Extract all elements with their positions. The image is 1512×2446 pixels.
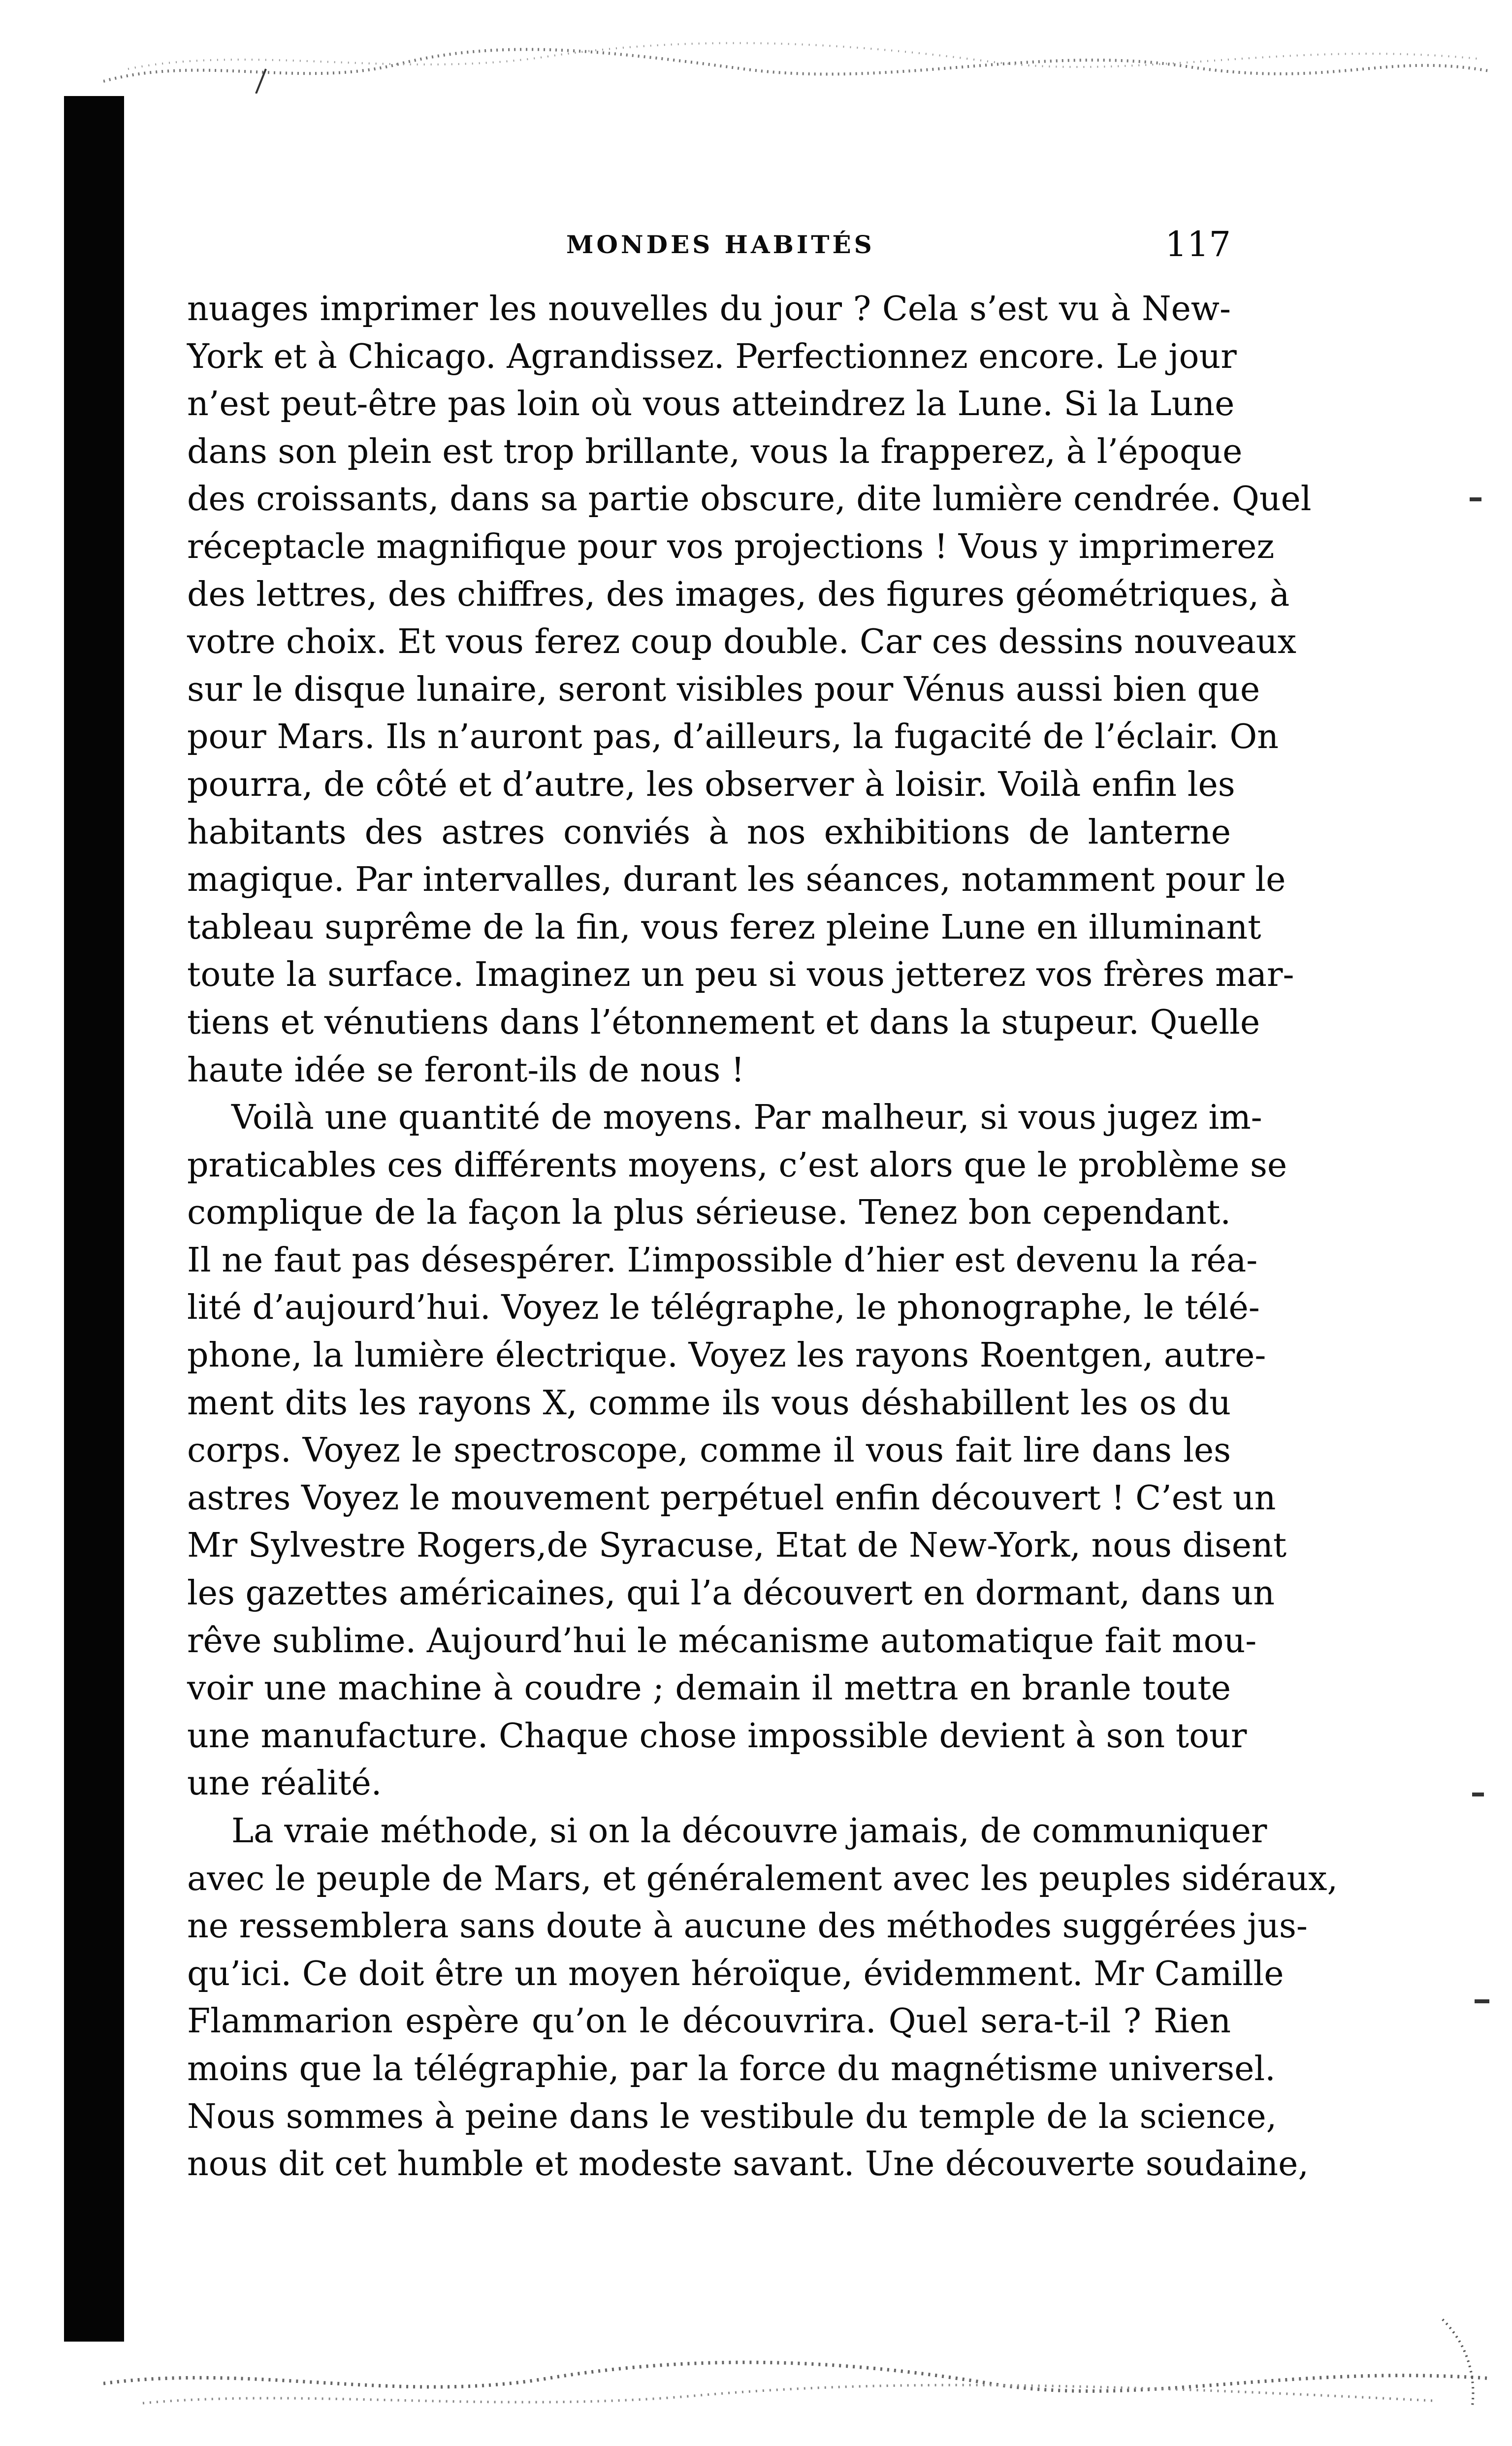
text-line: astres Voyez le mouvement perpétuel enfin découvert ! C’est un [187,1478,1276,1518]
text-line: corps. Voyez le spectroscope, comme il vous fait lire dans les [187,1431,1231,1470]
running-head-title: MONDES HABITÉS [566,230,875,259]
text-line: tiens et vénutiens dans l’étonnement et dans la stupeur. Quelle [187,1003,1260,1042]
text-line: avec le peuple de Mars, et généralement avec les peuples sidéraux, [187,1859,1338,1898]
text-line: rêve sublime. Aujourd’hui le mécanisme automatique fait mou- [187,1621,1257,1661]
text-line: une réalité. [187,1764,382,1803]
page-number: 117 [1165,224,1231,264]
text-line: Nous sommes à peine dans le vestibule du temple de la science, [187,2097,1277,2136]
margin-speck [1475,1999,1489,2003]
text-line: Voilà une quantité de moyens. Par malheur, si vous jugez im- [231,1098,1262,1138]
text-line: tableau suprême de la fin, vous ferez pleine Lune en illuminant [187,908,1261,947]
text-line: Mr Sylvestre Rogers,de Syracuse, Etat de New-York, nous disent [187,1526,1287,1565]
text-line: York et à Chicago. Agrandissez. Perfectionnez encore. Le jour [187,337,1237,376]
text-line: nuages imprimer les nouvelles du jour ? Cela s’est vu à New- [187,290,1231,328]
text-line: voir une machine à coudre ; demain il mettra en branle toute [187,1669,1231,1708]
paragraph [187,1094,1287,1808]
text-line: qu’ici. Ce doit être un moyen héroïque, évidemment. Mr Camille [187,1954,1284,1993]
text-line: lité d’aujourd’hui. Voyez le télégraphe, le phonographe, le télé- [187,1288,1260,1328]
text-line: praticables ces différents moyens, c’est alors que le problème se [187,1145,1287,1185]
text-line: dans son plein est trop brillante, vous la frapperez, à l’époque [187,432,1243,471]
text-line: ment dits les rayons X, comme ils vous déshabillent les os du [187,1383,1231,1423]
text-line: complique de la façon la plus sérieuse. Tenez bon cependant. [187,1193,1231,1233]
text-line: ne ressemblera sans doute à aucune des méthodes suggérées jus- [187,1907,1308,1946]
text-line: La vraie méthode, si on la découvre jamais, de communiquer [231,1812,1267,1851]
text-line: pourra, de côté et d’autre, les observer à loisir. Voilà enfin les [187,765,1235,804]
text-line: magique. Par intervalles, durant les séances, notamment pour le [187,860,1286,900]
scan-top-edge-noise [103,34,1492,94]
text-line: toute la surface. Imaginez un peu si vous jetterez vos frères mar- [187,955,1294,995]
running-head [187,224,1231,263]
text-line: n’est peut-être pas loin où vous atteindrez la Lune. Si la Lune [187,385,1235,424]
scan-bottom-edge-noise [103,2310,1492,2423]
text-line: moins que la télégraphie, par la force du magnétisme universel. [187,2049,1276,2088]
body-text [187,286,1338,2188]
margin-speck [1472,1793,1484,1796]
text-line: Il ne faut pas désespérer. L’impossible d’hier est devenu la réa- [187,1240,1258,1280]
text-line: haute idée se feront-ils de nous ! [187,1050,745,1090]
text-line: une manufacture. Chaque chose impossible devient à son tour [187,1716,1247,1756]
text-line: habitants des astres conviés à nos exhibitions de lanterne [187,813,1231,852]
text-line: des croissants, dans sa partie obscure, dite lumière cendrée. Quel [187,480,1312,519]
text-line: des lettres, des chiffres, des images, des figures géométriques, à [187,575,1290,614]
text-line: votre choix. Et vous ferez coup double. Car ces dessins nouveaux [187,622,1297,662]
paragraph [187,286,1312,1094]
text-line: pour Mars. Ils n’auront pas, d’ailleurs, la fugacité de l’éclair. On [187,717,1279,757]
paragraph [187,1808,1338,2188]
text-line: les gazettes américaines, qui l’a découvert en dormant, dans un [187,1574,1275,1613]
text-line: sur le disque lunaire, seront visibles pour Vénus aussi bien que [187,670,1260,709]
text-line: Flammarion espère qu’on le découvrira. Quel sera-t-il ? Rien [187,2002,1231,2041]
text-line: nous dit cet humble et modeste savant. Une découverte soudaine, [187,2145,1309,2184]
text-line: phone, la lumière électrique. Voyez les rayons Roentgen, autre- [187,1336,1266,1375]
scan-binding-shadow [64,96,124,2342]
text-line: réceptacle magnifique pour vos projections ! Vous y imprimerez [187,527,1275,566]
margin-speck [1470,497,1481,501]
